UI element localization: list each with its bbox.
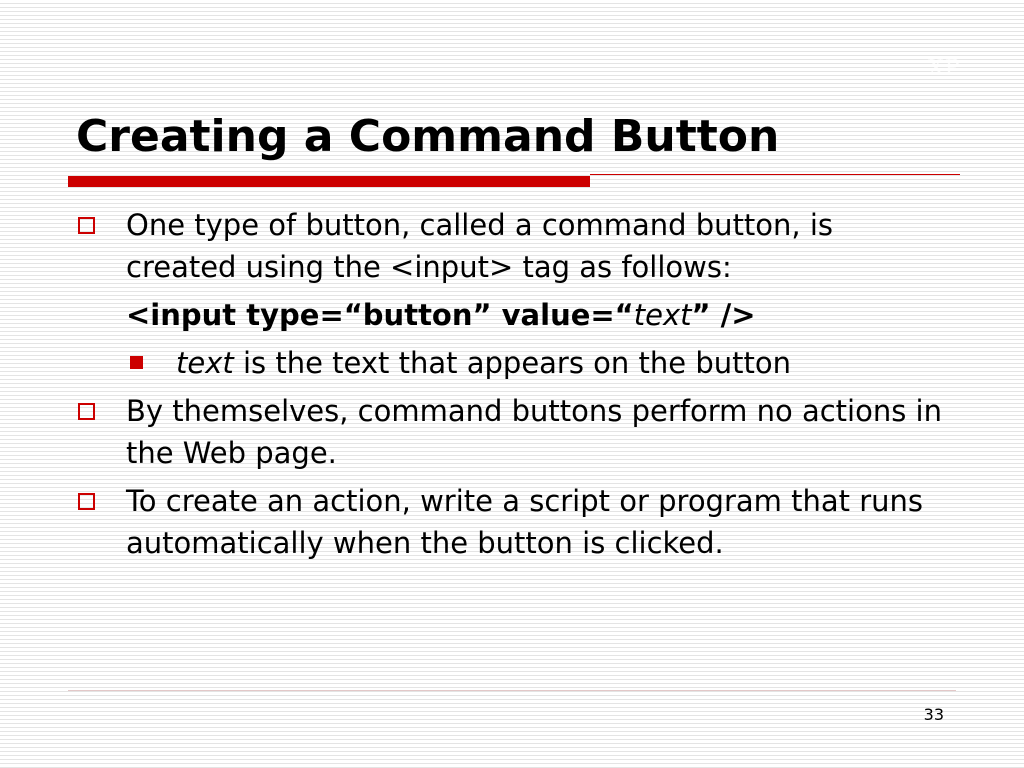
sub-bullet-text: is the text that appears on the button (233, 346, 791, 380)
xp-watermark: XP (928, 56, 961, 81)
title-underline-thick (68, 176, 590, 187)
filled-square-bullet-icon (130, 356, 143, 369)
code-part-after: ” /> (691, 298, 756, 332)
slide-body (72, 204, 952, 570)
bullet-text: By themselves, command buttons perform no actions in the Web page. (126, 394, 942, 470)
bullet-item (72, 390, 952, 474)
code-part-italic: text (633, 298, 692, 332)
footer-divider (68, 690, 956, 691)
bullet-text: To create an action, write a script or program that runs automatically when the button is clicked. (126, 484, 924, 560)
code-example (72, 294, 952, 336)
bullet-item (72, 480, 952, 564)
bullet-text: One type of button, called a command button, is created using the <input> tag as follows: (126, 208, 834, 284)
sub-bullet-italic: text (176, 346, 234, 380)
slide-title: Creating a Command Button (76, 111, 780, 162)
page-number: 33 (923, 705, 944, 724)
sub-bullet-item (72, 342, 952, 384)
title-underline-thin (590, 174, 960, 175)
hollow-square-bullet-icon (78, 403, 95, 420)
bullet-item (72, 204, 952, 288)
hollow-square-bullet-icon (78, 217, 95, 234)
hollow-square-bullet-icon (78, 493, 95, 510)
code-part-before: <input type=“button” value=“ (126, 298, 634, 332)
